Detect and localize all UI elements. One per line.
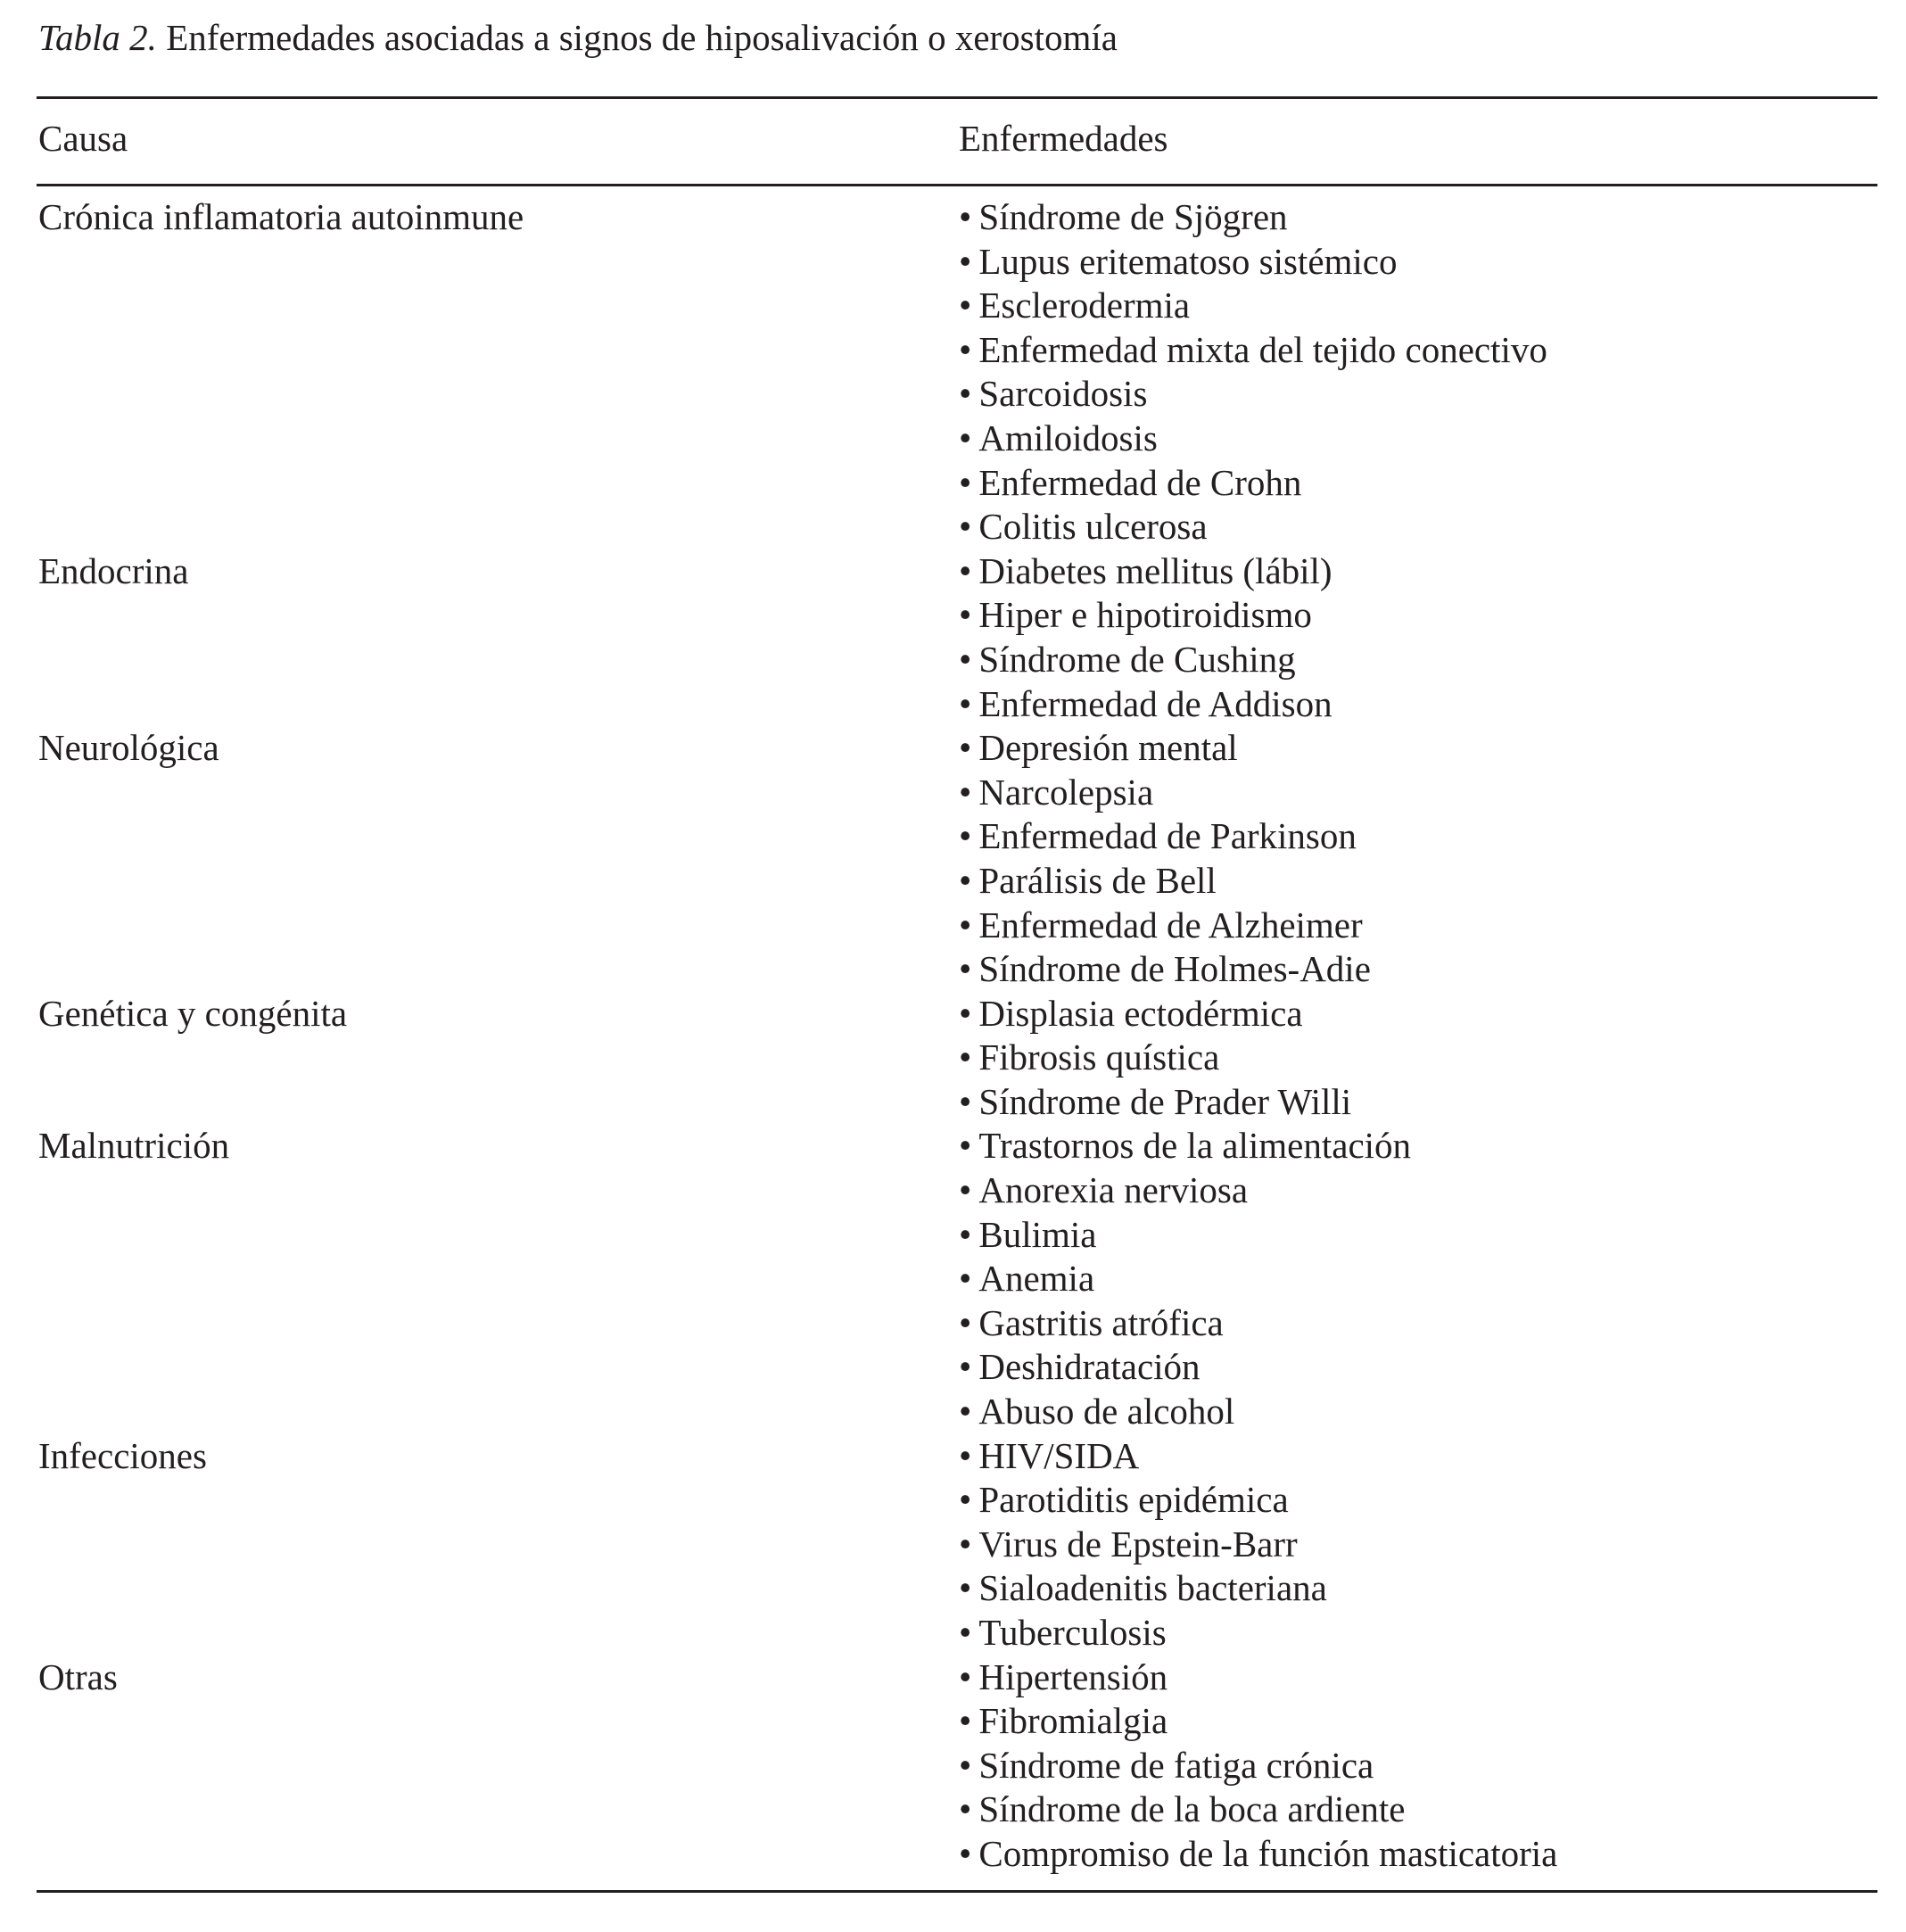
disease-list <box>959 1124 1411 1433</box>
disease-item: • Tuberculosis <box>959 1611 1327 1655</box>
disease-item: • Trastornos de la alimentación <box>959 1124 1411 1168</box>
table-row <box>0 726 1906 992</box>
disease-item: • Fibromialgia <box>959 1699 1557 1744</box>
disease-item: • Síndrome de Cushing <box>959 638 1333 682</box>
top-rule <box>37 96 1877 99</box>
disease-item: • Amiloidosis <box>959 417 1547 461</box>
disease-item: • Síndrome de Prader Willi <box>959 1080 1351 1125</box>
cause-cell: Malnutrición <box>38 1125 230 1167</box>
disease-item: • Enfermedad de Parkinson <box>959 814 1371 859</box>
disease-list <box>959 549 1333 726</box>
table-body <box>0 195 1906 1877</box>
disease-item: • Enfermedad mixta del tejido conectivo <box>959 328 1547 373</box>
disease-item: • Deshidratación <box>959 1345 1411 1390</box>
cause-cell: Otras <box>38 1655 118 1697</box>
disease-item: • Colitis ulcerosa <box>959 505 1547 549</box>
disease-item: • Lupus eritematoso sistémico <box>959 240 1547 285</box>
header-cause: Causa <box>38 118 128 159</box>
disease-list <box>959 195 1547 549</box>
disease-list <box>959 1655 1557 1877</box>
disease-item: • Sarcoidosis <box>959 372 1547 417</box>
disease-item: • Abuso de alcohol <box>959 1390 1411 1434</box>
table-label: Tabla 2. <box>38 17 157 58</box>
cause-cell: Crónica inflamatoria autoinmune <box>38 196 524 237</box>
disease-list <box>959 992 1351 1125</box>
table-row <box>0 992 1906 1125</box>
disease-item: • Síndrome de la boca ardiente <box>959 1788 1557 1832</box>
disease-list <box>959 726 1371 992</box>
disease-item: • Enfermedad de Addison <box>959 682 1333 727</box>
disease-item: • Anemia <box>959 1257 1411 1301</box>
disease-item: • Síndrome de fatiga crónica <box>959 1744 1557 1788</box>
bottom-rule <box>37 1890 1877 1893</box>
cause-cell: Genética y congénita <box>38 992 348 1034</box>
table-row <box>0 1434 1906 1655</box>
table-row <box>0 549 1906 726</box>
disease-item: • Enfermedad de Crohn <box>959 461 1547 506</box>
disease-item: • HIV/SIDA <box>959 1434 1327 1479</box>
cause-cell: Infecciones <box>38 1434 207 1476</box>
cause-cell: Endocrina <box>38 549 189 591</box>
disease-item: • Parálisis de Bell <box>959 859 1371 904</box>
disease-item: • Narcolepsia <box>959 771 1371 815</box>
disease-list <box>959 1434 1327 1655</box>
header-rule <box>37 184 1877 186</box>
disease-item: • Síndrome de Holmes-Adie <box>959 947 1371 992</box>
disease-item: • Gastritis atrófica <box>959 1301 1411 1346</box>
table-title: Enfermedades asociadas a signos de hiposalivación o xerostomía <box>166 17 1118 58</box>
disease-item: • Sialoadenitis bacteriana <box>959 1566 1327 1611</box>
header-diseases: Enfermedades <box>959 118 1168 159</box>
table-caption <box>38 12 1118 62</box>
disease-item: • Bulimia <box>959 1213 1411 1258</box>
table-row <box>0 1124 1906 1433</box>
cause-cell: Neurológica <box>38 727 219 769</box>
disease-item: • Depresión mental <box>959 726 1371 771</box>
disease-item: • Anorexia nerviosa <box>959 1168 1411 1213</box>
disease-item: • Compromiso de la función masticatoria <box>959 1832 1557 1877</box>
disease-item: • Displasia ectodérmica <box>959 992 1351 1036</box>
table-row <box>0 1655 1906 1877</box>
disease-item: • Virus de Epstein-Barr <box>959 1523 1327 1567</box>
disease-item: • Esclerodermia <box>959 284 1547 328</box>
disease-item: • Enfermedad de Alzheimer <box>959 904 1371 948</box>
disease-item: • Síndrome de Sjögren <box>959 195 1547 240</box>
disease-item: • Hiper e hipotiroidismo <box>959 593 1333 638</box>
table-row <box>0 195 1906 549</box>
disease-item: • Diabetes mellitus (lábil) <box>959 549 1333 594</box>
disease-item: • Parotiditis epidémica <box>959 1478 1327 1523</box>
disease-item: • Hipertensión <box>959 1655 1557 1700</box>
disease-item: • Fibrosis quística <box>959 1036 1351 1080</box>
